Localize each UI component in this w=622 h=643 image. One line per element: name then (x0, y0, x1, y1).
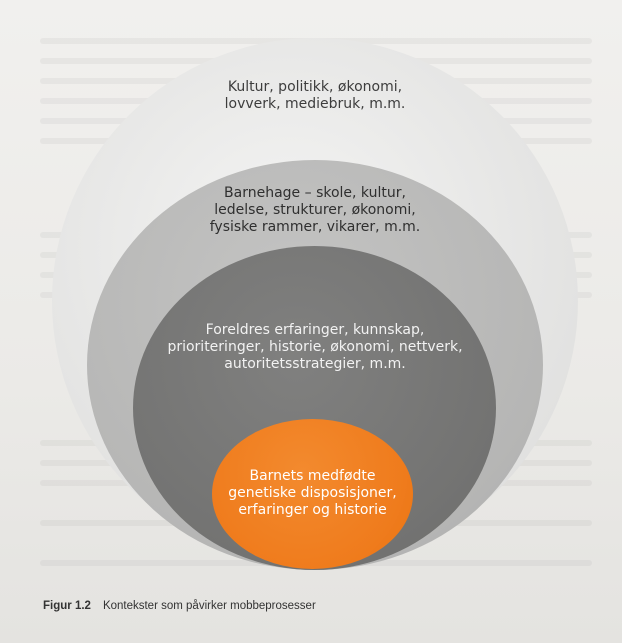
label-line: genetiske disposisjoner, (228, 485, 397, 501)
label-society (175, 79, 455, 113)
label-line: erfaringer og historie (238, 502, 387, 518)
label-line: lovverk, mediebruk, m.m. (224, 96, 406, 112)
label-line: Kultur, politikk, økonomi, (227, 79, 403, 95)
figure-caption-text: Kontekster som påvirker mobbeprosesser (102, 600, 316, 612)
label-parents (150, 322, 480, 373)
label-line: Barnets medfødte (249, 468, 376, 484)
label-line: autoritetsstrategier, m.m. (224, 356, 406, 372)
label-line: Barnehage – skole, kultur, (224, 185, 406, 201)
label-kindergarten-school (175, 185, 455, 236)
label-line: Foreldres erfaringer, kunnskap, (205, 322, 425, 338)
label-line: fysiske rammer, vikarer, m.m. (209, 219, 421, 235)
label-line: ledelse, strukturer, økonomi, (214, 202, 416, 218)
label-line: prioriteringer, historie, økonomi, nettverk, (167, 339, 463, 355)
label-child (212, 468, 413, 519)
figure-caption (43, 600, 316, 612)
figure-number: Figur 1.2 (43, 600, 91, 612)
